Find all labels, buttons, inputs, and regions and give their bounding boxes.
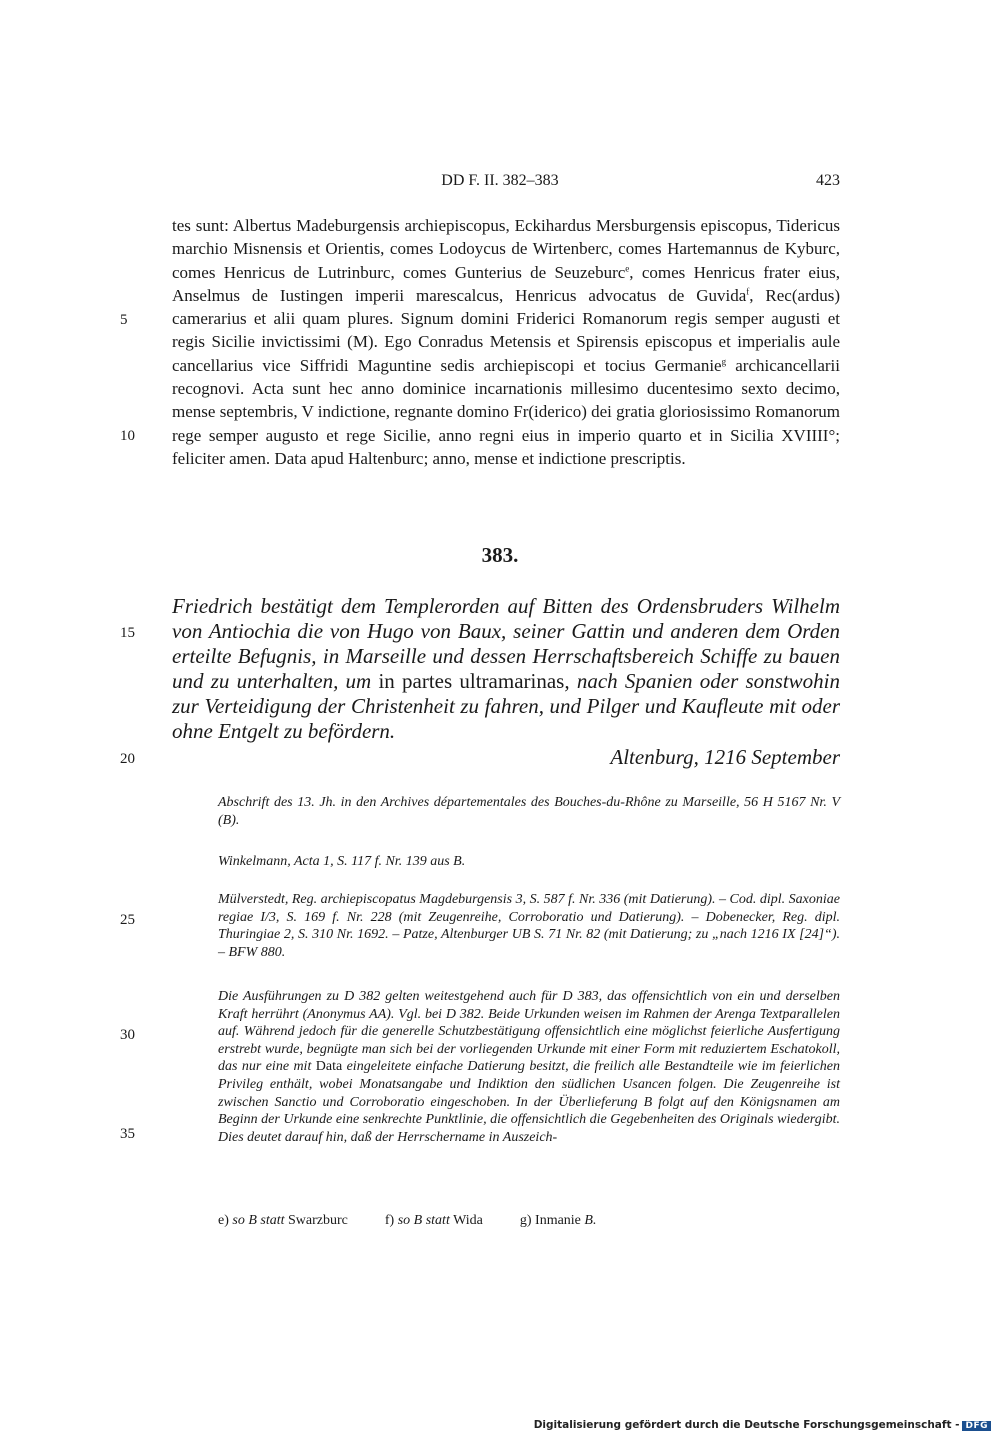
footnote-word: Inmanie bbox=[535, 1213, 581, 1228]
regesta-note: Mülverstedt, Reg. archiepiscopatus Magdeburgensis 3, S. 587 f. Nr. 336 (mit Datierung). – Cod. dipl. Saxoniae regiae I/3, S. 169 f. Nr. 228 (mit Zeugenreihe, Corroboratio und Datierung). – Dobenecker, Reg. dipl. Thuringiae 2, S. 310 Nr. 1692. – Patze, Altenburger UB S. 71 Nr. 82 (mit Datierung; zu „nach 1216 IX [24]“). – BFW 880. bbox=[218, 892, 840, 960]
line-number: 20 bbox=[120, 751, 135, 767]
charter-text-segment: , Rec(ardus) camerarius et alii quam plures. Signum domini Friderici Romanorum regis semper augusti et regis Sicilie invictissimi (M). Ego Conradus Metensis et Spirensis episcopus et imperialis aule cancellarius vice Siffridi Maguntine sedis archiepiscopi et tocius Germanie bbox=[172, 285, 840, 375]
footnote-g bbox=[520, 1213, 597, 1228]
commentary-text: eingeleitete einfache Datierung besitzt, die freilich alle Bestandteile wie im feierlichen Privileg enthält, wobei Monatsangabe und Indiktion den südlichen Usancen folgen. Die Zeugenreihe ist zwischen Sanctio und Corroboratio eingeschoben. In der Überlieferung B folgt auf den Königsnamen am Beginn der Urkunde eine senkrechte Punktlinie, die offensichtlich die Gegebenheiten des Originals wiedergibt. Dies deutet darauf hin, daß der Herrschername in Auszeich- bbox=[218, 1059, 840, 1145]
footnote-mark-f: f bbox=[746, 286, 750, 297]
footnote-e bbox=[218, 1213, 351, 1228]
dfg-credit-text: Digitalisierung gefördert durch die Deutsche Forschungsgemeinschaft - bbox=[533, 1419, 960, 1431]
dfg-credit bbox=[534, 1419, 991, 1431]
footnote-f bbox=[385, 1213, 486, 1228]
running-head-title: DD F. II. 382–383 bbox=[441, 172, 559, 189]
commentary bbox=[218, 988, 840, 1146]
dfg-logo: DFG bbox=[962, 1421, 991, 1431]
commentary-text: Die Ausführungen zu D 382 gelten weitestgehend auch für D 383, das offensichtlich von ein und derselben Kraft herrührt (Anonymus AA). Vgl. bei D 382. Beide Urkunden weisen im Rahmen der Arenga Textparallelen auf. Während jedoch für die generelle Schutzbestätigung offensichtlich eine möglichst feierliche Ausfertigung erstrebt wurde, begnügte man sich bei der vorliegenden Urkunde mit einer Form mit reduziertem Eschatokoll, das nur eine mit bbox=[218, 989, 840, 1075]
footnote-mark-e: e bbox=[625, 262, 630, 273]
charter-text-segment: , comes Henricus frater eius, Anselmus de Iustingen imperii marescalcus, Henricus advocatus de Guvida bbox=[172, 262, 840, 305]
footnote-word: Swarzburc bbox=[288, 1213, 348, 1228]
footnote-mark: f) bbox=[384, 1213, 395, 1228]
place-and-date: Altenburg, 1216 September bbox=[610, 745, 840, 769]
footnotes bbox=[218, 1213, 596, 1229]
footnote-note: B. bbox=[584, 1213, 597, 1228]
line-number: 25 bbox=[120, 912, 135, 928]
charter-text bbox=[172, 214, 840, 470]
footnote-mark-g: g bbox=[721, 356, 727, 367]
charter-text-segment: tes sunt: Albertus Madeburgensis archiepiscopus, Eckihardus Mersburgensis episcopus, Tidericus marchio Misnensis et Orientis, comes Lodoycus de Wirtenberc, comes Hartemannus de Kyburc, comes Henricus de Lutrinburc, comes Gunterius de Seuzeburc bbox=[172, 216, 840, 282]
edition-note: Winkelmann, Acta 1, S. 117 f. Nr. 139 aus B. bbox=[218, 854, 466, 869]
line-number: 30 bbox=[120, 1027, 135, 1043]
regest bbox=[172, 594, 840, 744]
commentary-term: Data bbox=[315, 1059, 343, 1075]
line-number: 35 bbox=[120, 1126, 135, 1142]
manuscript-tradition: Abschrift des 13. Jh. in den Archives départementales des Bouches-du-Rhône zu Marseille, 56 H 5167 Nr. V (B). bbox=[218, 795, 840, 828]
regest-text: Friedrich bestätigt dem Templerorden auf Bitten des Ordensbruders Wilhelm von Antiochia die von Hugo von Baux, seiner Gattin und anderen dem Orden erteilte Befugnis, in Marseille und dessen Herrschaftsbereich Schiffe zu bauen und zu unterhalten, um bbox=[172, 594, 840, 693]
footnote-note: so B statt bbox=[397, 1213, 450, 1228]
footnote-note: so B statt bbox=[232, 1213, 285, 1228]
regest-latin-quote: in partes ultramarinas bbox=[378, 669, 565, 693]
line-number: 15 bbox=[120, 625, 135, 641]
charter-text-segment: archicancellarii recognovi. Acta sunt hec anno dominice incarnationis millesimo ducentesimo sexto decimo, mense septembris, V indictione, regnante domino Fr(iderico) dei gratia gloriosissimo Romanorum rege semper augusto et rege Sicilie, anno regni eius in imperio quarto et in Sicilia XVIIII°; feliciter amen. Data apud Haltenburc; anno, mense et indictione prescriptis. bbox=[172, 355, 840, 468]
line-number: 10 bbox=[120, 428, 135, 444]
footnote-mark: e) bbox=[218, 1213, 229, 1228]
footnote-mark: g) bbox=[519, 1213, 532, 1228]
line-number: 5 bbox=[120, 312, 128, 328]
document-number: 383. bbox=[481, 543, 519, 567]
regest-text: , nach Spanien oder sonstwohin zur Verteidigung der Christenheit zu fahren, und Pilger und Kaufleute mit oder ohne Entgelt zu befördern. bbox=[172, 669, 841, 743]
footnote-word: Wida bbox=[453, 1213, 483, 1228]
page-number: 423 bbox=[816, 172, 840, 189]
